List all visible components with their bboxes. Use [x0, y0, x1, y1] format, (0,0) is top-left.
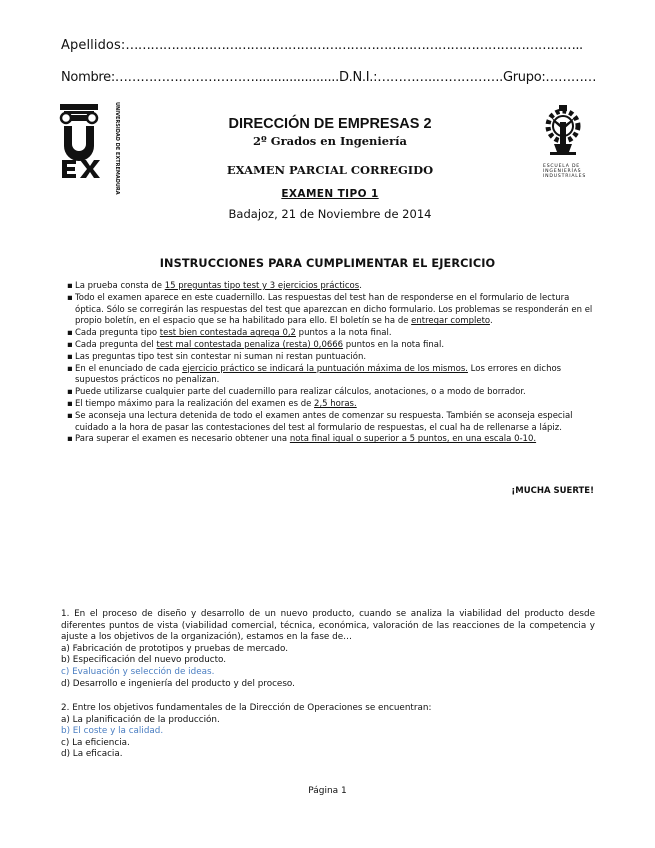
option-c-correct: c) Evaluación y selección de ideas. — [61, 666, 215, 677]
instruction-text: En el enunciado de cada — [75, 363, 183, 374]
uex-logo — [58, 102, 120, 195]
instruction-text: Las preguntas tipo test sin contestar ni suman ni restan puntuación. — [75, 351, 367, 362]
instruction-emphasis: 2,5 horas. — [314, 398, 357, 409]
instruction-text-tail: Los errores en dichos supuestos prácticos no penalizan. — [75, 363, 562, 386]
bullet-icon: ▪ — [67, 328, 73, 339]
bullet-icon: ▪ — [67, 363, 73, 374]
instruction-item — [66, 328, 596, 340]
name-dni-group-line[interactable]: Nombre:……………………………......................D.N.I.:…………..…………….Grupo:………… — [61, 70, 597, 85]
option-b-correct: b) El coste y la calidad. — [61, 726, 164, 737]
gear-emblem-icon — [540, 104, 586, 164]
exam-type: EXAMEN PARCIAL CORREGIDO — [226, 163, 434, 177]
uex-vertical-text: UNIVERSIDAD DE EXTREMADURA — [114, 102, 120, 195]
instruction-item — [66, 281, 596, 293]
course-subtitle: 2º Grados en Ingeniería — [253, 134, 407, 148]
bullet-icon: ▪ — [67, 351, 73, 362]
engineering-school-logo — [540, 104, 586, 180]
instruction-emphasis: test mal contestada penaliza (resta) 0,0666 — [156, 339, 344, 350]
bullet-icon: ▪ — [67, 387, 73, 398]
instruction-text: Cada pregunta tipo — [75, 328, 160, 339]
question-1 — [61, 609, 595, 690]
instruction-item — [66, 387, 596, 399]
instruction-text: Puede utilizarse cualquier parte del cuadernillo para realizar cálculos, anotaciones, o a modo de borrador. — [75, 387, 526, 398]
instruction-text-tail: . — [489, 316, 493, 327]
instruction-item — [66, 411, 596, 435]
bullet-icon: ▪ — [67, 398, 73, 409]
instructions-list — [66, 281, 596, 446]
instruction-emphasis: entregar completo — [411, 316, 490, 327]
instruction-emphasis: test bien contestada agrega 0,2 — [159, 328, 296, 339]
instruction-emphasis: 15 preguntas tipo test y 3 ejercicios prácticos — [164, 281, 360, 291]
instruction-emphasis: nota final igual o superior a 5 puntos, en una escala 0-10. — [289, 434, 537, 445]
instruction-text-tail: puntos en la nota final. — [343, 339, 445, 350]
bullet-icon: ▪ — [67, 339, 73, 350]
instruction-item — [66, 293, 596, 328]
course-title: DIRECCIÓN DE EMPRESAS 2 — [228, 116, 432, 132]
bullet-icon: ▪ — [67, 434, 73, 445]
instruction-item — [66, 352, 596, 364]
instruction-text: Para superar el examen es necesario obtener una — [75, 434, 290, 445]
bullet-icon: ▪ — [67, 410, 73, 421]
instruction-text: El tiempo máximo para la realización del examen es de — [75, 398, 315, 409]
question-text: 2. Entre los objetivos fundamentales de la Dirección de Operaciones se encuentran: — [61, 703, 432, 713]
instruction-text: La prueba consta de — [75, 281, 165, 291]
question-text: 1. En el proceso de diseño y desarrollo de un nuevo producto, cuando se analiza la viabilidad del producto desde diferentes puntos de vista (viabilidad comercial, técnica, económica, valoración de las reacciones de la competencia y ajuste a los objetivos de la organización), estamos en la fase de… — [61, 609, 595, 643]
option-a: a) La planificación de la producción. — [61, 714, 220, 725]
option-a: a) Fabricación de prototipos y pruebas de mercado. — [61, 643, 288, 654]
instruction-text: Cada pregunta del — [75, 339, 157, 350]
instruction-text-tail: . — [359, 281, 362, 291]
instruction-text: Todo el examen aparece en este cuadernillo. Las respuestas del test han de responderse en el formulario de lectura óptica. Sólo se corregirán las respuestas del test que aparezcan en dicho formulario. Los problemas se responderán en el propio boletín, en el espacio que se ha habilitado para ello. El boletín se ha de — [75, 292, 593, 327]
question-2 — [61, 703, 595, 761]
option-d: d) Desarrollo e ingeniería del producto y del proceso. — [61, 678, 295, 689]
bullet-icon: ▪ — [67, 281, 73, 291]
instruction-emphasis: ejercicio práctico se indicará la puntuación máxima de los mismos. — [182, 363, 468, 374]
instruction-item — [66, 364, 596, 388]
surname-dots: ……………………………………………………………………………………………….. — [125, 38, 583, 53]
uex-logo-graphic — [58, 102, 120, 195]
instruction-item — [66, 434, 596, 446]
surname-label: Apellidos: — [61, 38, 126, 53]
place-date: Badajoz, 21 de Noviembre de 2014 — [228, 207, 432, 221]
instructions-heading: INSTRUCCIONES PARA CUMPLIMENTAR EL EJERCICIO — [159, 257, 496, 270]
option-b: b) Especificación del nuevo producto. — [61, 655, 227, 666]
instruction-item — [66, 340, 596, 352]
page-number: Página 1 — [308, 786, 347, 796]
instruction-item — [66, 399, 596, 411]
option-c: c) La eficiencia. — [61, 737, 130, 748]
instruction-text-tail: puntos a la nota final. — [295, 328, 392, 339]
engineering-school-caption: ESCUELA DE INGENIERÍAS INDUSTRIALES — [543, 164, 587, 180]
instruction-text: Se aconseja una lectura detenida de todo el examen antes de comenzar su respuesta. También se aconseja especial cuidado a la hora de pasar las contestaciones del test al formulario de respuestas, el cual ha de rellenarse a lápiz. — [75, 410, 573, 433]
surname-line[interactable] — [61, 38, 583, 53]
bullet-icon: ▪ — [67, 292, 73, 303]
exam-version: EXAMEN TIPO 1 — [281, 188, 379, 200]
option-d: d) La eficacia. — [61, 749, 123, 760]
good-luck-note: ¡MUCHA SUERTE! — [511, 486, 594, 496]
